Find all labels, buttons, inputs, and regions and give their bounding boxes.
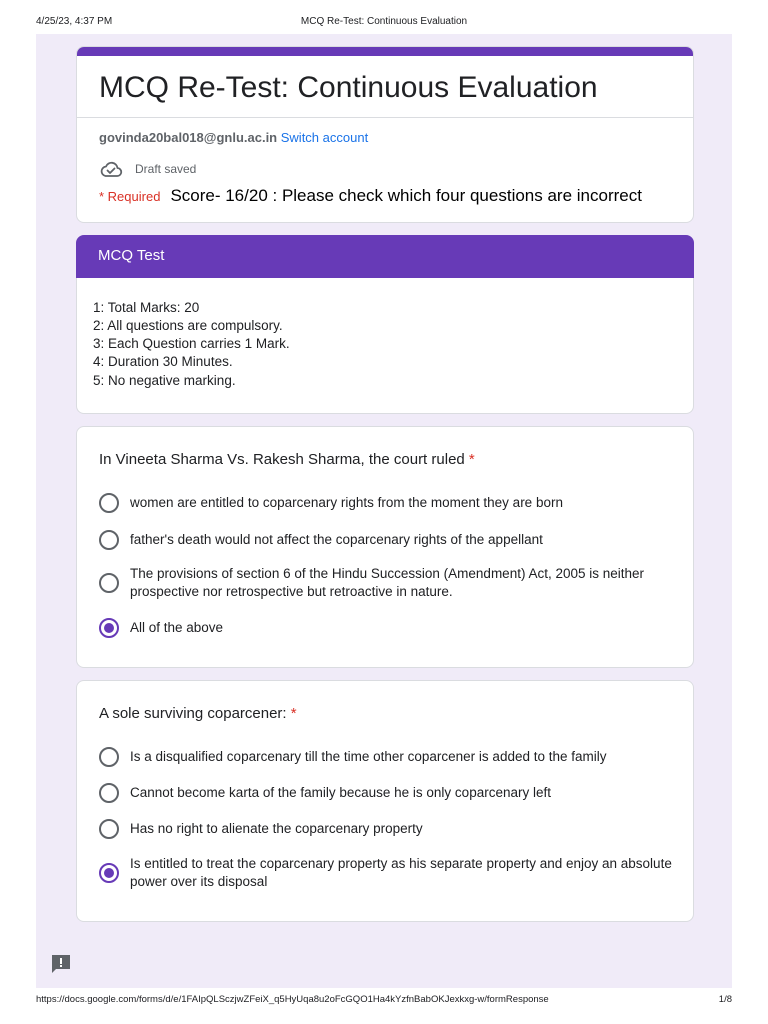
radio-button[interactable]	[99, 819, 119, 839]
form-title: MCQ Re-Test: Continuous Evaluation	[99, 71, 598, 104]
radio-button[interactable]	[99, 783, 119, 803]
question-card	[76, 426, 694, 668]
answer-option[interactable]	[99, 565, 677, 601]
instruction-line: 2: All questions are compulsory.	[93, 318, 283, 333]
option-label: father's death would not affect the coparcenary rights of the appellant	[130, 532, 543, 547]
required-asterisk: *	[468, 451, 475, 468]
answer-option[interactable]	[99, 855, 677, 891]
header-divider	[77, 117, 693, 118]
option-label: Cannot become karta of the family because he is only coparcenary left	[130, 785, 551, 800]
answer-option[interactable]	[99, 493, 677, 513]
answer-option[interactable]	[99, 618, 677, 638]
section-description	[76, 278, 694, 414]
required-asterisk: *	[290, 705, 297, 722]
account-email: govinda20bal018@gnlu.ac.in	[99, 130, 278, 145]
answer-option[interactable]	[99, 530, 677, 550]
option-label: Is a disqualified coparcenary till the time other coparcener is added to the family	[130, 749, 607, 764]
option-label: The provisions of section 6 of the Hindu Succession (Amendment) Act, 2005 is neither prospective nor retrospective but retroactive in nature.	[130, 566, 645, 599]
instruction-line: 5: No negative marking.	[93, 373, 236, 388]
required-label: * Required	[99, 189, 161, 204]
radio-button[interactable]	[99, 530, 119, 550]
question-title	[99, 705, 297, 722]
switch-account-link[interactable]: Switch account	[280, 130, 369, 145]
feedback-icon[interactable]	[50, 953, 72, 975]
instruction-line: 4: Duration 30 Minutes.	[93, 354, 233, 369]
print-footer	[36, 994, 732, 1008]
instruction-line: 3: Each Question carries 1 Mark.	[93, 336, 290, 351]
question-text: A sole surviving coparcener:	[99, 705, 287, 722]
draft-status	[99, 158, 196, 180]
draft-saved-text: Draft saved	[135, 162, 197, 176]
accent-bar	[77, 47, 693, 56]
required-row	[99, 186, 642, 206]
instruction-line: 1: Total Marks: 20	[93, 300, 200, 315]
answer-option[interactable]	[99, 819, 677, 839]
option-label: All of the above	[130, 620, 224, 635]
answer-option[interactable]	[99, 783, 677, 803]
radio-button[interactable]	[99, 747, 119, 767]
form-description: Score- 16/20 : Please check which four questions are incorrect	[170, 186, 642, 205]
cloud-check-icon	[99, 159, 123, 179]
section-title: MCQ Test	[98, 247, 165, 264]
option-label: Has no right to alienate the coparcenary property	[130, 821, 423, 836]
account-row	[99, 130, 368, 145]
print-page-number: 1/8	[718, 994, 732, 1005]
print-title: MCQ Re-Test: Continuous Evaluation	[300, 16, 468, 27]
question-title	[99, 451, 475, 468]
form-header-card	[76, 46, 694, 223]
answer-option[interactable]	[99, 747, 677, 767]
print-url: https://docs.google.com/forms/d/e/1FAIpQLSczjwZFeiX_q5HyUqa8u2oFcGQO1Ha4kYzfnBabOKJexkxg-w/formResponse	[36, 994, 549, 1005]
question-text: In Vineeta Sharma Vs. Rakesh Sharma, the court ruled	[99, 451, 465, 468]
option-label: Is entitled to treat the coparcenary property as his separate property and enjoy an absolute power over its disposal	[130, 856, 672, 889]
radio-button-selected[interactable]	[99, 618, 119, 638]
option-label: women are entitled to coparcenary rights from the moment they are born	[130, 495, 563, 510]
print-header	[36, 16, 732, 30]
question-card	[76, 680, 694, 922]
radio-button[interactable]	[99, 573, 119, 593]
radio-button[interactable]	[99, 493, 119, 513]
radio-button-selected[interactable]	[99, 863, 119, 883]
section-header	[76, 235, 694, 278]
print-datetime: 4/25/23, 4:37 PM	[36, 16, 113, 27]
